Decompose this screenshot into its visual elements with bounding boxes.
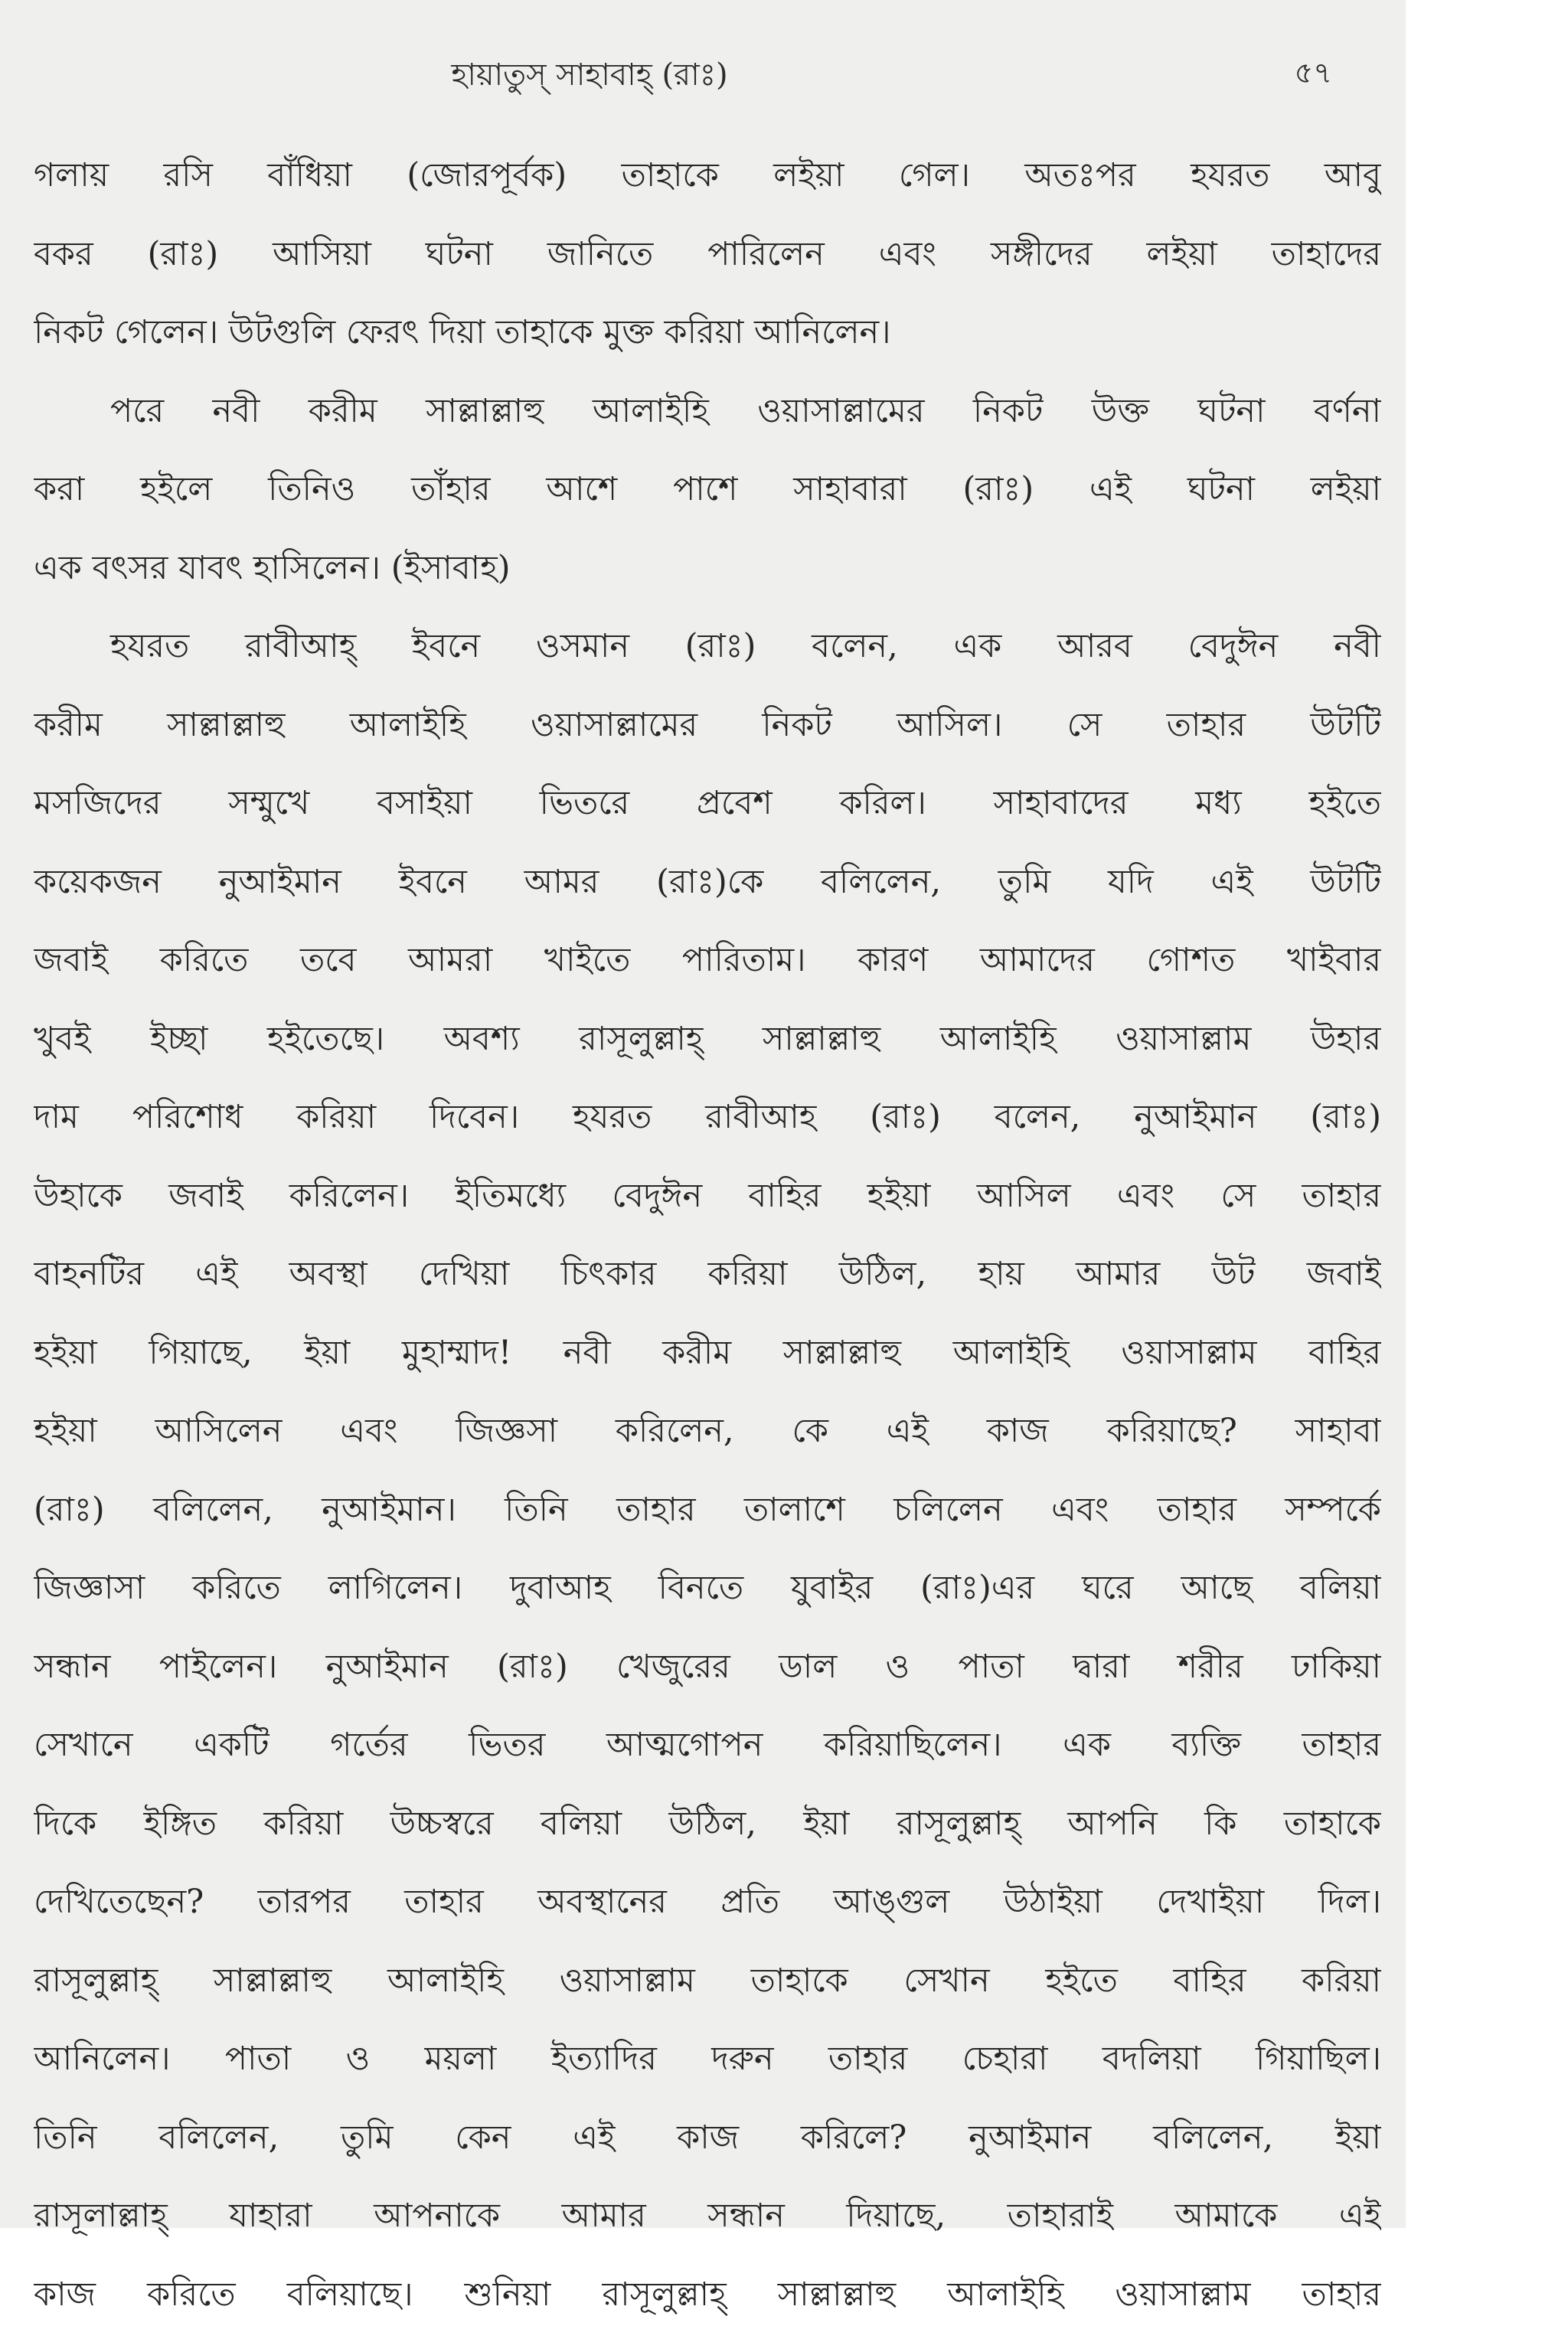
text-line: হইয়া আসিলেন এবং জিজ্ঞসা করিলেন, কে এই কাজ করিয়াছে? সাহাবা bbox=[34, 1412, 1381, 1450]
text-line: করা হইলে তিনিও তাঁহার আশে পাশে সাহাবারা (রাঃ) এই ঘটনা লইয়া bbox=[34, 470, 1381, 508]
text-line: খুবই ইচ্ছা হইতেছে। অবশ্য রাসূলুল্লাহ্ সাল্লাল্লাহু আলাইহি ওয়াসাল্লাম উহার bbox=[34, 1019, 1381, 1058]
text-line: নিকট গেলেন। উটগুলি ফেরৎ দিয়া তাহাকে মুক্ত করিয়া আনিলেন। bbox=[34, 313, 891, 351]
text-line: দেখিতেছেন? তারপর তাহার অবস্থানের প্রতি আঙ্গুল উঠাইয়া দেখাইয়া দিল। bbox=[34, 1883, 1381, 1921]
text-line: উহাকে জবাই করিলেন। ইতিমধ্যে বেদুঈন বাহির হইয়া আসিল এবং সে তাহার bbox=[34, 1176, 1381, 1215]
page-number: ৫৭ bbox=[1294, 56, 1332, 90]
text-line: এক বৎসর যাবৎ হাসিলেন। (ইসাবাহ) bbox=[34, 548, 511, 587]
text-line: হযরত রাবীআহ্ ইবনে ওসমান (রাঃ) বলেন, এক আরব বেদুঈন নবী bbox=[110, 627, 1381, 665]
text-line: জবাই করিতে তবে আমরা খাইতে পারিতাম। কারণ আমাদের গোশত খাইবার bbox=[34, 941, 1381, 979]
text-line: আনিলেন। পাতা ও ময়লা ইত্যাদির দরুন তাহার চেহারা বদলিয়া গিয়াছিল। bbox=[34, 2040, 1381, 2078]
text-line: কয়েকজন নুআইমান ইবনে আমর (রাঃ)কে বলিলেন, তুমি যদি এই উটটি bbox=[34, 862, 1381, 901]
text-line: দাম পরিশোধ করিয়া দিবেন। হযরত রাবীআহ (রাঃ) বলেন, নুআইমান (রাঃ) bbox=[34, 1098, 1381, 1136]
text-line: দিকে ইঙ্গিত করিয়া উচ্চস্বরে বলিয়া উঠিল, ইয়া রাসূলুল্লাহ্ আপনি কি তাহাকে bbox=[34, 1804, 1381, 1843]
text-line: করীম সাল্লাল্লাহু আলাইহি ওয়াসাল্লামের নিকট আসিল। সে তাহার উটটি bbox=[34, 705, 1381, 744]
running-title: হায়াতুস্ সাহাবাহ্ (রাঃ) bbox=[451, 57, 728, 93]
text-line: জিজ্ঞাসা করিতে লাগিলেন। দুবাআহ বিনতে যুবাইর (রাঃ)এর ঘরে আছে বলিয়া bbox=[34, 1569, 1381, 1607]
text-line: সন্ধান পাইলেন। নুআইমান (রাঃ) খেজুরের ডাল ও পাতা দ্বারা শরীর ঢাকিয়া bbox=[34, 1647, 1381, 1686]
text-line: রাসূলাল্লাহ্ যাহারা আপনাকে আমার সন্ধান দিয়াছে, তাহারাই আমাকে এই bbox=[34, 2197, 1381, 2235]
text-line: বকর (রাঃ) আসিয়া ঘটনা জানিতে পারিলেন এবং সঙ্গীদের লইয়া তাহাদের bbox=[34, 234, 1381, 273]
text-line: বাহনটির এই অবস্থা দেখিয়া চিৎকার করিয়া উঠিল, হায় আমার উট জবাই bbox=[34, 1255, 1381, 1293]
text-line: তিনি বলিলেন, তুমি কেন এই কাজ করিলে? নুআইমান বলিলেন, ইয়া bbox=[34, 2118, 1381, 2157]
text-line: হইয়া গিয়াছে, ইয়া মুহাম্মাদ! নবী করীম সাল্লাল্লাহু আলাইহি ওয়াসাল্লাম বাহির bbox=[34, 1333, 1381, 1372]
text-line: কাজ করিতে বলিয়াছে। শুনিয়া রাসূলুল্লাহ্ সাল্লাল্লাহু আলাইহি ওয়াসাল্লাম তাহার bbox=[34, 2275, 1381, 2314]
text-line: (রাঃ) বলিলেন, নুআইমান। তিনি তাহার তালাশে চলিলেন এবং তাহার সম্পর্কে bbox=[34, 1490, 1381, 1529]
running-header bbox=[0, 44, 1406, 106]
text-line: গলায় রসি বাঁধিয়া (জোরপূর্বক) তাহাকে লইয়া গেল। অতঃপর হযরত আবু bbox=[34, 156, 1381, 194]
text-line: পরে নবী করীম সাল্লাল্লাহু আলাইহি ওয়াসাল্লামের নিকট উক্ত ঘটনা বর্ণনা bbox=[110, 391, 1381, 430]
text-line: সেখানে একটি গর্তের ভিতর আত্মগোপন করিয়াছিলেন। এক ব্যক্তি তাহার bbox=[34, 1726, 1381, 1764]
body-text bbox=[34, 136, 1381, 2334]
text-line: রাসূলুল্লাহ্ সাল্লাল্লাহু আলাইহি ওয়াসাল্লাম তাহাকে সেখান হইতে বাহির করিয়া bbox=[34, 1961, 1381, 2000]
text-line: মসজিদের সম্মুখে বসাইয়া ভিতরে প্রবেশ করিল। সাহাবাদের মধ্য হইতে bbox=[34, 784, 1381, 822]
